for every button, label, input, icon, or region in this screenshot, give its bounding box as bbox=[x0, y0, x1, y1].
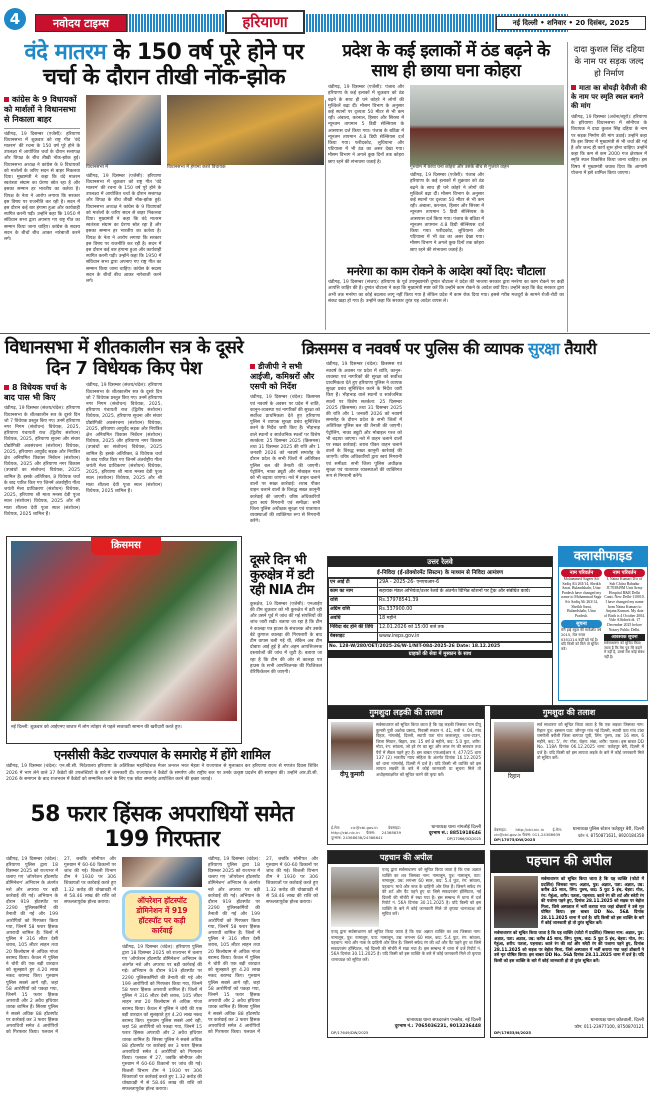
ref-number: DP/17653/N/2025 bbox=[494, 1030, 532, 1035]
story7 bbox=[6, 748, 318, 800]
appeal2-photo bbox=[494, 876, 538, 928]
story1-bullet: कांग्रेस के 9 विधायकों को मार्शलों ने विधानसभा से निकाला बाहर bbox=[4, 95, 80, 125]
classifieds bbox=[558, 546, 648, 701]
story7-headline: एनसीसी कैडेट राज्यपाल के समारोह में होंगे शामिल bbox=[54, 747, 270, 762]
brand-logo: नवोदय टाइम्स bbox=[35, 14, 127, 32]
story5-headline bbox=[250, 340, 648, 358]
tender-value: www.ireps.gov.in bbox=[378, 633, 552, 642]
story5 bbox=[250, 340, 648, 550]
headline-text: के 150 वर्ष पूरे होने पर bbox=[106, 40, 304, 65]
story1 bbox=[4, 40, 324, 330]
phone: दूरभाष सं.: 8851918646 bbox=[428, 831, 481, 836]
tender-label: निविदा बंद होने की तिथि bbox=[329, 624, 378, 633]
tender-label: वेबसाइट bbox=[329, 633, 378, 642]
missing-person-notice bbox=[490, 705, 648, 845]
missing-girl-photo bbox=[331, 722, 373, 770]
tender-label: अग्रिम राशि bbox=[329, 606, 378, 615]
appeal1-photo bbox=[331, 867, 379, 927]
tender-table bbox=[328, 578, 552, 642]
tender-row bbox=[329, 624, 552, 633]
tender-value: 12.01.2026 को 15:00 बजे तक bbox=[378, 624, 552, 633]
sidebar-bullet: माता का बोयड़ी देवीजी की के नाम पर स्मृति स्थल बनाने की मांग bbox=[571, 84, 647, 110]
appeal2-title: पहचान की अपील bbox=[491, 851, 647, 873]
headline-highlight: सुरक्षा bbox=[527, 339, 560, 358]
tender-label: राशि bbox=[329, 597, 378, 606]
sidebar bbox=[571, 44, 647, 330]
missing-girl-body: सर्वसाधारण को सूचित किया जाता है कि यह लड़की जिसका नाम दीपू कुमारी पुत्री अशोक प्रसाद, निवासी मकान नं. 41, गली नं. 04, गांव विहार, नांगलोई, दिल्ली, स्थायी पता गांव जलालपुर, थाना-टाउन, जिला सिवान, बिहार, उम्र: 15 वर्ष 8 महीने, कद: 5.0 फुट, शरीर: मोटा, रंग: सांवला, जो हरे रंग का सूट और लाल रंग की सलवार तथा पैरों में सैंडल पहने हुए हैं। इस बाबत एफआईआर नं. 477/25 धारा 137 (2) भारतीय न्याय संहिता के अंतर्गत दिनांक 16.12.2025 को थाना नांगलोई, दिल्ली में दर्ज है। यदि किसी भी व्यक्ति को इस लापता लड़की के बारे में कोई जानकारी या सूचना मिले तो अधोहस्ताक्षरित को सूचित करने की कृपा करें। bbox=[376, 722, 481, 777]
tender-value: 18 महीने bbox=[378, 615, 552, 624]
identity-appeal-1 bbox=[327, 850, 485, 1038]
tender-row bbox=[329, 606, 552, 615]
appeal2-body: सर्वसाधारण को सूचित किया जाता है कि यह व्यक्ति (फोटो में प्रदर्शित) जिसका नाम: अज्ञात, पुत्र: अज्ञात, पता: अज्ञात, उम्र: करीब 45 साल, लिंग: पुरुष, कद: 5 फुट 5 इंच, चेहरा: गोल, रंग: गेहुंआ, शरीर: पतला, पहनावा: काले रंग की शर्ट और स्लेटी रंग की पजामा पहने हुए, दिनांक 28.11.2025 को सड़क पर बेहोश मिला, जिसे अस्पताल में भर्ती कराया गया जहां डॉक्टरों ने उसे मृत घोषित किया। इस बाबत DD No. 56A दिनांक 28.11.2025 थाना में दर्ज है। यदि किसी को इस व्यक्ति के बारे में कोई जानकारी हो तो तुरंत सूचित करें। bbox=[494, 930, 644, 963]
story5-body-lead: चंडीगढ़, 19 दिसम्बर (चंदेल): क्रिसमस एवं नववर्ष के अवसर पर प्रदेश में शांति, कानून-व्यवस्था एवं नागरिकों की सुरक्षा को सर्वोच्च प्राथमिकता देते हुए हरियाणा पुलिस ने व्यापक सुरक्षा प्रबंध सुनिश्चित करने के निर्देश जारी किए हैं। भीड़भाड़ वाले स्थानों व सार्वजनिक स्थलों पर विशेष सतर्कता: 25 दिसम्बर 2025 (क्रिसमस) तथा 31 दिसम्बर 2025 की रात्रि और 1 जनवरी 2026 को नववर्ष समारोह के दौरान प्रदेश के सभी जिलों में अतिरिक्त पुलिस बल की तैनाती की जाएगी। पेट्रोलिंग, नाका ड्यूटी और मोबाइल गश्त को भी बढ़ाया जाएगा। नशे में वाहन चलाने वालों पर सख्त कार्रवाई: शराब पीकर वाहन चलाने वालों के विरुद्ध सख्त कानूनी कार्रवाई की जाएगी। वरिष्ठ अधिकारियों द्वारा स्वयं निगरानी एवं समीक्षा: सभी जिला पुलिस अधीक्षक सुरक्षा एवं यातायात व्यवस्थाओं की व्यक्तिगत रूप से निगरानी करेंगे। bbox=[250, 395, 320, 525]
police-station: थानाध्यक्ष पुलिस स्टेशन फतेहपुर बेरी, दिल्ली bbox=[572, 827, 644, 832]
story4-headline: विधानसभा में शीतकालीन सत्र के दूसरे दिन 7 विधेयक किए पेश bbox=[4, 337, 244, 379]
sidebar-headline: दादा कुशल सिंह दहिया के नाम पर सड़क जल्द हो निर्माण bbox=[573, 45, 645, 79]
appeal1-body: एतद् द्वारा सर्वसाधारण को सूचित किया जाता है कि एक अज्ञात व्यक्ति का शव जिसका नाम: नामालूम, पुत्र: नामालूम, पता: नामालूम, उम्र: लगभग 60 साल, कद: 5.4 फुट, रंग: सांवला, पहचान: माथे और नाक के दाहिनी ओर तिल हैं। जिसने सफेद रंग की शर्ट और पैंट पहने हुए था जिसे सफदरजंग हॉस्पिटल, नई दिल्ली की मोर्चरी में रखा गया है। इस सम्बन्ध में थाना में दर्ज रिपोर्ट नं. 56A दिनांक 30.11.2025 है। यदि किसी को इस व्यक्ति के बारे में कोई जानकारी मिले तो कृपया थानाध्यक्ष को सूचित करें। bbox=[331, 929, 481, 962]
missing-person-photo bbox=[494, 722, 534, 772]
phone: दूरभाष नं.: 7065036231, 9013236448 bbox=[394, 1024, 481, 1029]
story3-headline: मनरेगा का काम रोकने के आदेश क्यों दिए: चौटाला bbox=[346, 264, 546, 278]
story8-body: चंडीगढ़, 19 दिसम्बर (चंदेल): हरियाणा पुलिस द्वारा 18 दिसम्बर 2025 को राज्यभर में चलाए गए 'ऑपरेशन हॉटस्पॉट डोमिनेशन' अभियान के अंतर्गत नशे और अपराध पर बड़ी कार्रवाई की गई। अभियान के दौरान 919 हॉटस्पॉट पर 2290 पुलिसकर्मियों की तैनाती की गई और 199 आरोपियों को गिरफ्तार किया गया, जिनमें 58 फरार हिंसक अपराधी शामिल हैं। जिलों में पुलिस ने 316 लीटर देसी शराब, 105 लीटर लाहन तथा 20 किलोग्राम से अधिक गांजा बरामद किया। कैथल में पुलिस ने चोरी की एक बड़ी वारदात को सुलझाते हुए 4.20 लाख नकद बरामद किए। गुरुग्राम पुलिस सबसे आगे रही, जहां 58 आरोपियों को पकड़ा गया, जिनमें 15 फरार हिंसक अपराधी और 2 अवैध हथियार धारक शामिल हैं। सिरसा पुलिस ने सबसे अधिक 88 हॉटस्पॉट पर कार्रवाई कर 3 फरार हिंसक अपराधियों समेत 4 आरोपियों को गिरफ्तार किया। पलवल में 27, जबकि सोनीपत और गुरुग्राम में 60-60 ठिकानों पर जांच की गई। बिजली विभाग टीम ने 1930 पर 306 शिकायतों पर कार्रवाई करते हुए 1.32 करोड़ की धोखाधड़ी में से 58.46 लाख की राशि को सफलतापूर्वक होल्ड कराया। bbox=[6, 856, 116, 1036]
phone: फोन नं. 8750871631, 8920184358 bbox=[578, 833, 644, 838]
story1-body-lead: चंडीगढ़, 19 दिसम्बर (एजेंसी): हरियाणा विधानसभा में शुक्रवार को राष्ट्र गीत 'वंदे मातरम' की रचना के 150 वर्ष पूरे होने के उपलक्ष्य में आयोजित चर्चा के दौरान सत्तापक्ष और विपक्ष के बीच तीखी नोंक-झोक हुई। विधानसभा अध्यक्ष ने कांग्रेस के 9 विधायकों को मार्शलों के जरिए सदन से बाहर निकलवा दिया। मुख्यमंत्री ने कहा कि वंदे मातरम स्वतंत्रता संग्राम का प्रेरणा स्रोत रहा है और इसका सम्मान हर भारतीय का कर्तव्य है। विपक्ष के नेता ने आरोप लगाया कि सरकार इस विषय पर राजनीति कर रही है। सदन में इस दौरान कई बार हंगामा हुआ और कार्यवाही स्थगित करनी पड़ी। उन्होंने कहा कि 1950 में संविधान सभा द्वारा अपनाए गए राष्ट्र गीत का सम्मान किया जाना चाहिए। कांग्रेस के सदस्य सदन के बीचों बीच आकर नारेबाजी करने लगे। bbox=[4, 131, 80, 243]
missing-body: सर्व साधारण को सूचित किया जाता है कि एक लड़का जिसका नाम: रिहान पुत्र: इस्लाम पता: जौनपुर गांव नई दिल्ली, स्थायी पता गांव टांडा चमरोली बरौली जिला बागपत यूपी, लिंग: पुरुष, उम्र: 16 साल, 6 महीने, कद: 5', रंग: गोरा, चेहरा: लंबा, शरीर: पतला। इस बाबत DD No. 118A दिनांक 06.12.2025 थाना: फतेहपुर बेरी, दिल्ली में दर्ज है। यदि किसी को इस लापता लड़के के बारे में कोई जानकारी मिले तो सूचित करें। bbox=[537, 722, 644, 760]
masthead bbox=[0, 0, 650, 40]
story2 bbox=[328, 42, 564, 262]
photo-caption: नई दिल्ली: शुक्रवार को आईएनए बाजार में लोग त्योहार से पहले सजावटी सामान की खरीदारी करते हुए। bbox=[11, 725, 182, 730]
tender-tagline: ग्राहकों की सेवा में मुस्कान के साथ bbox=[328, 650, 552, 658]
story2-body: चंडीगढ़, 19 दिसम्बर (एजेंसी): पंजाब और हरियाणा के कई इलाकों में शुक्रवार को ठंड बढ़ने के साथ ही घने कोहरे ने लोगों की मुश्किलें बढ़ा दीं। मौसम विभाग के अनुसार कई स्थानों पर दृश्यता 50 मीटर से भी कम रही। अंबाला, करनाल, हिसार और सिरसा में न्यूनतम तापमान 5 डिग्री सेल्सियस के आसपास दर्ज किया गया। पंजाब के बठिंडा में न्यूनतम तापमान 4.8 डिग्री सेल्सियस दर्ज किया गया। फरीदकोट, लुधियाना और पटियाला में भी ठंड का असर देखा गया। मौसम विभाग ने अगले कुछ दिनों तक कोहरा छाए रहने की संभावना जताई है। bbox=[410, 173, 484, 253]
story5-body: चंडीगढ़, 19 दिसम्बर (चंदेल): क्रिसमस एवं नववर्ष के अवसर पर प्रदेश में शांति, कानून-व्यवस्था एवं नागरिकों की सुरक्षा को सर्वोच्च प्राथमिकता देते हुए हरियाणा पुलिस ने व्यापक सुरक्षा प्रबंध सुनिश्चित करने के निर्देश जारी किए हैं। भीड़भाड़ वाले स्थानों व सार्वजनिक स्थलों पर विशेष सतर्कता: 25 दिसम्बर 2025 (क्रिसमस) तथा 31 दिसम्बर 2025 की रात्रि और 1 जनवरी 2026 को नववर्ष समारोह के दौरान प्रदेश के सभी जिलों में अतिरिक्त पुलिस बल की तैनाती की जाएगी। पेट्रोलिंग, नाका ड्यूटी और मोबाइल गश्त को भी बढ़ाया जाएगा। नशे में वाहन चलाने वालों पर सख्त कार्रवाई: शराब पीकर वाहन चलाने वालों के विरुद्ध सख्त कानूनी कार्रवाई की जाएगी। वरिष्ठ अधिकारियों द्वारा स्वयं निगरानी एवं समीक्षा: सभी जिला पुलिस अधीक्षक सुरक्षा एवं यातायात व्यवस्थाओं की व्यक्तिगत रूप से निगरानी करेंगे। bbox=[326, 362, 402, 480]
tender-row bbox=[329, 615, 552, 624]
missing-title: गुमशुदा की तलाश bbox=[491, 706, 647, 719]
headline-highlight: वंदे मातरम bbox=[24, 40, 107, 65]
tender-label: एन आई टी bbox=[329, 579, 378, 588]
story2-headline: प्रदेश के कई इलाकों में ठंड बढ़ने के साथ ही छाया घना कोहरा bbox=[342, 41, 550, 81]
story8-badge: ऑपरेशन हॉटस्पॉट डोमिनेशन में 919 हॉटस्पॉट पर कड़ी कार्रवाई bbox=[122, 890, 202, 942]
story4-bullet: 8 विधेयक चर्चा के बाद पास भी किए bbox=[4, 383, 80, 403]
story6-body: कुरुक्षेत्र, 19 दिसम्बर (एजेंसी): एनआईए की टीम शुक्रवार को भी कुरुक्षेत्र में डटी रही और उसने पूर्व में जांच की गई संपत्तियों की जांच जारी रखी। बताया जा रहा है कि टीम ने कालड़ा पत्र हाउस के संचालक और उसके बेटे कुणाल कालड़ा की गिरफ्तारी के बाद टीम वापस चली गई थी, लेकिन अब टीम दोबारा आई हुई है और अहम आपत्तिजनक दस्तावेजों की जांच में जुटी है। बताया जा रहा है कि टीम की ओर से कालड़ा पत्र हाउस के सभी आपत्तिजनक की फिजिकल वेरिफिकेशन की जाएगी। bbox=[250, 601, 322, 676]
tender-ad bbox=[327, 556, 553, 706]
contact-info: ई-मेल: cic@cbi.gov.in वेबसाइट: http://cbi.nic.in फैक्स: 24368639 दूरभाष: 24368638/24368641 bbox=[331, 825, 401, 840]
missing-girl-name: दीपू कुमारी bbox=[340, 771, 364, 778]
story1-photo-2 bbox=[167, 95, 324, 165]
headline-line2: चर्चा के दौरान तीखी नोंक-झोक bbox=[42, 65, 286, 91]
headline-text: क्रिसमस व नववर्ष पर पुलिस की व्यापक bbox=[301, 339, 528, 358]
tender-ref: No. 128-W/280/OET/2025-26/W-1/NIT-084-2025-26 Date: 18.12.2025 bbox=[328, 642, 552, 650]
story2-body-lead: चंडीगढ़, 19 दिसम्बर (एजेंसी): पंजाब और हरियाणा के कई इलाकों में शुक्रवार को ठंड बढ़ने के साथ ही घने कोहरे ने लोगों की मुश्किलें बढ़ा दीं। मौसम विभाग के अनुसार कई स्थानों पर दृश्यता 50 मीटर से भी कम रही। अंबाला, करनाल, हिसार और सिरसा में न्यूनतम तापमान 5 डिग्री सेल्सियस के आसपास दर्ज किया गया। पंजाब के बठिंडा में न्यूनतम तापमान 4.8 डिग्री सेल्सियस दर्ज किया गया। फरीदकोट, लुधियाना और पटियाला में भी ठंड का असर देखा गया। मौसम विभाग ने अगले कुछ दिनों तक कोहरा छाए रहने की संभावना जताई है। bbox=[328, 85, 404, 165]
story1-headline bbox=[4, 40, 324, 91]
ref-number: DP/17649/DW/2025 bbox=[331, 1030, 369, 1035]
story6 bbox=[250, 554, 322, 778]
name-change-heading: नाम परिवर्तन bbox=[561, 569, 602, 577]
appeal1-title: पहचान की अपील bbox=[328, 851, 484, 864]
police-station: थानाध्यक्ष थाना नांगलोई दिल्ली bbox=[431, 825, 481, 830]
contact-info: वेबसाइट: http://cbi.nic.in ई-मेल: cic@cbi.gov.in फैक्स: 011-24368639 bbox=[494, 827, 562, 837]
classifieds-title: क्लासीफाइड bbox=[559, 547, 647, 567]
phone: फोन: 011-23977100, 8750870121 bbox=[574, 1024, 644, 1029]
appeal2-body-lead: सर्वसाधारण को सूचित किया जाता है कि यह व्यक्ति (फोटो में प्रदर्शित) जिसका नाम: अज्ञात, पुत्र: अज्ञात, पता: अज्ञात, उम्र: करीब 45 साल, लिंग: पुरुष, कद: 5 फुट 5 इंच, चेहरा: गोल, रंग: गेहुंआ, शरीर: पतला, पहनावा: काले रंग की शर्ट और स्लेटी रंग की पजामा पहने हुए, दिनांक 28.11.2025 को सड़क पर बेहोश मिला, जिसे अस्पताल में भर्ती कराया गया जहां डॉक्टरों ने उसे मृत घोषित किया। इस बाबत DD No. 56A दिनांक 28.11.2025 थाना में दर्ज है। यदि किसी को इस व्यक्ति के बारे में कोई जानकारी हो तो तुरंत सूचित करें। bbox=[541, 876, 644, 925]
urgent-text: सर्वसाधारण को सूचित किया जाता है कि मेरा पुत्र मेरे कहने में नहीं है, उससे मेरा कोई संबंध नहीं है। bbox=[604, 641, 645, 659]
christmas-market-photo bbox=[11, 541, 237, 721]
identity-appeal-2 bbox=[490, 850, 648, 1038]
notice-heading: सूचना bbox=[561, 620, 602, 628]
tender-value: Rs.37978541.39 bbox=[378, 597, 552, 606]
photo-caption: गुरुग्राम में छाया घना कोहरा और उसके बीच से गुजरते वाहन bbox=[410, 165, 509, 171]
story3-body: चंडीगढ़, 19 दिसम्बर (संजय): हरियाणा के पूर्व उपमुख्यमंत्री दुष्यंत चौटाला ने प्रदेश की भाजपा सरकार द्वारा मनरेगा का काम रोकने पर कड़ी आपत्ति जाहिर की है। दुष्यंत चौटाला ने कहा कि मुख्यमंत्री स्पष्ट करें कि उन्होंने काम रोकने के आदेश क्यों दिए। उन्होंने कहा कि केंद्र सरकार द्वारा अभी तक मनरेगा का कोई बदलाव लागू नहीं किया गया है लेकिन प्रदेश में काम रोक दिया गया। इससे गरीब मजदूरों के सामने रोजी-रोटी का संकट खड़ा हो गया है। उन्होंने कहा कि सरकार तुरंत यह आदेश वापस ले। bbox=[328, 280, 564, 304]
story6-headline: दूसरे दिन भी कुरुक्षेत्र में डटी रही NIA टीम bbox=[250, 553, 314, 598]
tender-subtitle: ई-निविदा (ई-प्रोक्योरमेंट सिस्टम) के माध्यम से निविदा आमंत्रण bbox=[328, 567, 552, 578]
tender-label: काम का नाम bbox=[329, 588, 378, 597]
story8-headline: 58 फरार हिंसक अपराधियों समेत 199 गिरफ्तार bbox=[30, 802, 294, 853]
story7-body: चंडीगढ़, 19 दिसम्बर (चंदेल): एन.सी.सी. निदेशालय हरियाणा के अतिरिक्त महानिदेशक मेजर जनरल भरत मेहता ने राज्यपाल से मुलाकात कर हरियाणा राज्य से गणतंत्र दिवस शिविर 2026 में भाग लेने वाले 37 कैडेटों की उपलब्धियों के बारे में जानकारी दी। राज्यपाल ने कैडेटों के समर्पण और राष्ट्रीय स्तर पर उनके उत्कृष्ट प्रदर्शन की सराहना की। उन्होंने आर.डी.सी. 2026 के समापन के बाद राजभवन में कैडेटों को सम्मानित करने के लिए एक छोटा समारोह आयोजित करने की इच्छा जताई। bbox=[6, 764, 318, 782]
notice-text: मेरी हाई स्कूल की मार्कशीट वर्ष 2015, रोल नम्बर 0351214 कहीं खो गई है। यदि किसी को मिले तो सूचित करें। bbox=[561, 628, 602, 651]
page-number: 4 bbox=[4, 8, 26, 30]
tender-value: सहायक मंडल अभियंता/उत्तर रेलवे के अंतर्गत विभिन्न स्टेशनों पर ट्रैक और संबंधित कार्य। bbox=[378, 588, 552, 597]
classified-ad: Mohammed Sageer S/o Sadiq Ali 263/14, Sheikh Sarai, Bulandshahr, Uttar Pradesh have changed my name to Mohammad Sagir S/o Sadiq Ali 263/14, Sheikh Sarai, Bulandshahr, Uttar Pradesh. bbox=[561, 577, 602, 618]
tender-value: 29A - 2025-26- एनएचआर-6 bbox=[378, 579, 552, 588]
classified-ad: I, Naina Kumari D/o of Sub Chitra Bahadur JC703849M Unit Army Hospital R&R Delhi Cantt. New Delhi-110010. I have changed my name from Naina Kumari to Anjana Kumari. My date of Birth is 4 October 2004. Vide Affidavit dt. 17 December 2025 before Notary Public Delhi. bbox=[604, 577, 645, 632]
sidebar-body: चंडीगढ़, 19 दिसम्बर (अर्चना/ब्यूरो): हरियाणा के हरियाणा विधानसभा में सोनीपत के विधायक ने दादा कुशल सिंह दहिया के नाम पर सड़क निर्माण की मांग उठाई। उन्होंने कहा कि इस विषय में मुख्यमंत्री से भी चर्चा की गई है और जल्द ही कार्य शुरू होना चाहिए। उन्होंने कहा कि कम से कम 2000 गज क्षेत्रफल में स्मृति स्थल विकसित किया जाना चाहिए। इस विषय में मुख्यमंत्री जवाब दिया कि आगामी योजना में इसे शामिल किया जाएगा। bbox=[571, 115, 647, 176]
section-title: हरियाणा bbox=[225, 10, 305, 34]
christmas-photo-box bbox=[6, 536, 242, 744]
dateline: नई दिल्ली • शनिवार • 20 दिसंबर, 2025 bbox=[496, 16, 646, 30]
story1-body: चंडीगढ़, 19 दिसम्बर (एजेंसी): हरियाणा विधानसभा में शुक्रवार को राष्ट्र गीत 'वंदे मातरम' की रचना के 150 वर्ष पूरे होने के उपलक्ष्य में आयोजित चर्चा के दौरान सत्तापक्ष और विपक्ष के बीच तीखी नोंक-झोक हुई। विधानसभा अध्यक्ष ने कांग्रेस के 9 विधायकों को मार्शलों के जरिए सदन से बाहर निकलवा दिया। मुख्यमंत्री ने कहा कि वंदे मातरम स्वतंत्रता संग्राम का प्रेरणा स्रोत रहा है और इसका सम्मान हर भारतीय का कर्तव्य है। विपक्ष के नेता ने आरोप लगाया कि सरकार इस विषय पर राजनीति कर रही है। सदन में इस दौरान कई बार हंगामा हुआ और कार्यवाही स्थगित करनी पड़ी। उन्होंने कहा कि 1950 में संविधान सभा द्वारा अपनाए गए राष्ट्र गीत का सम्मान किया जाना चाहिए। कांग्रेस के सदस्य सदन के बीचों बीच आकर नारेबाजी करने लगे। bbox=[86, 173, 162, 285]
tender-row bbox=[329, 597, 552, 606]
appeal1-body-lead: एतद् द्वारा सर्वसाधारण को सूचित किया जाता है कि एक अज्ञात व्यक्ति का शव जिसका नाम: नामालूम, पुत्र: नामालूम, पता: नामालूम, उम्र: लगभग 60 साल, कद: 5.4 फुट, रंग: सांवला, पहचान: माथे और नाक के दाहिनी ओर तिल हैं। जिसने सफेद रंग की शर्ट और पैंट पहने हुए था जिसे सफदरजंग हॉस्पिटल, नई दिल्ली की मोर्चरी में रखा गया है। इस सम्बन्ध में थाना में दर्ज रिपोर्ट नं. 56A दिनांक 30.11.2025 है। यदि किसी को इस व्यक्ति के बारे में कोई जानकारी मिले तो कृपया थानाध्यक्ष को सूचित करें। bbox=[382, 867, 481, 916]
name-change-heading: नाम परिवर्तन bbox=[604, 569, 645, 577]
fog-photo bbox=[410, 85, 564, 165]
christmas-tag: क्रिसमस bbox=[91, 537, 161, 555]
story1-photo-1 bbox=[86, 95, 161, 165]
story4-body: चंडीगढ़, 19 दिसम्बर (संजय/चंदेल): हरियाणा विधानसभा के शीतकालीन सत्र के दूसरे दिन जो 7 विधेयक प्रस्तुत किए गए। उनमें हरियाणा नगर निगम (संशोधन) विधेयक, 2025, हरियाणा पंचायती राज (द्वितीय संशोधन) विधेयक, 2025, हरियाणा सूचना और संचार प्रौद्योगिकी अवसंरचना (संशोधन) विधेयक, 2025, हरियाणा आयुर्वेद सड़क और नियंत्रित क्षेत्र अनियमित विकास निर्बंधन (संशोधन) विधेयक, 2025 और हरियाणा नगर विकास (उपबंधों का संशोधन) विधेयक, 2025 शामिल हैं। इसके अतिरिक्त, 8 विधेयक चर्चा के बाद पारित किए गए जिनमें अंतर्राष्ट्रीय गीता जयंती मेला प्राधिकरण (संशोधन) विधेयक, 2025, हरियाणा श्री माता मनसा देवी पूजा स्थल (संशोधन) विधेयक, 2025 और श्री माता शीतला देवी पूजा स्थल (संशोधन) विधेयक, 2025 शामिल हैं। bbox=[86, 383, 162, 494]
missing-girl-title: गुमशुदा लड़की की तलाश bbox=[328, 706, 484, 719]
tender-value: Rs.337900.00 bbox=[378, 606, 552, 615]
tender-row bbox=[329, 633, 552, 642]
tender-title: उत्तर रेलवे bbox=[328, 557, 552, 567]
urgent-heading: आवश्यक सूचना bbox=[604, 634, 645, 641]
missing-girl-notice bbox=[327, 705, 485, 845]
story4-body-lead: चंडीगढ़, 19 दिसम्बर (संजय/चंदेल): हरियाणा विधानसभा के शीतकालीन सत्र के दूसरे दिन जो 7 विधेयक प्रस्तुत किए गए। उनमें हरियाणा नगर निगम (संशोधन) विधेयक, 2025, हरियाणा पंचायती राज (द्वितीय संशोधन) विधेयक, 2025, हरियाणा सूचना और संचार प्रौद्योगिकी अवसंरचना (संशोधन) विधेयक, 2025, हरियाणा आयुर्वेद सड़क और नियंत्रित क्षेत्र अनियमित विकास निर्बंधन (संशोधन) विधेयक, 2025 और हरियाणा नगर विकास (उपबंधों का संशोधन) विधेयक, 2025 शामिल हैं। इसके अतिरिक्त, 8 विधेयक चर्चा के बाद पारित किए गए जिनमें अंतर्राष्ट्रीय गीता जयंती मेला प्राधिकरण (संशोधन) विधेयक, 2025, हरियाणा श्री माता मनसा देवी पूजा स्थल (संशोधन) विधेयक, 2025 और श्री माता शीतला देवी पूजा स्थल (संशोधन) विधेयक, 2025 शामिल हैं। bbox=[4, 406, 80, 517]
story5-bullet: डीजीपी ने सभी आईजी, कमिश्नरों और एसपी को निर्देश bbox=[250, 362, 320, 392]
tender-row bbox=[329, 579, 552, 588]
story8-body-right: चंडीगढ़, 19 दिसम्बर (चंदेल): हरियाणा पुलिस द्वारा 18 दिसम्बर 2025 को राज्यभर में चलाए गए 'ऑपरेशन हॉटस्पॉट डोमिनेशन' अभियान के अंतर्गत नशे और अपराध पर बड़ी कार्रवाई की गई। अभियान के दौरान 919 हॉटस्पॉट पर 2290 पुलिसकर्मियों की तैनाती की गई और 199 आरोपियों को गिरफ्तार किया गया, जिनमें 58 फरार हिंसक अपराधी शामिल हैं। जिलों में पुलिस ने 316 लीटर देसी शराब, 105 लीटर लाहन तथा 20 किलोग्राम से अधिक गांजा बरामद किया। कैथल में पुलिस ने चोरी की एक बड़ी वारदात को सुलझाते हुए 4.20 लाख नकद बरामद किए। गुरुग्राम पुलिस सबसे आगे रही, जहां 58 आरोपियों को पकड़ा गया, जिनमें 15 फरार हिंसक अपराधी और 2 अवैध हथियार धारक शामिल हैं। सिरसा पुलिस ने सबसे अधिक 88 हॉटस्पॉट पर कार्रवाई कर 3 फरार हिंसक अपराधियों समेत 4 आरोपियों को गिरफ्तार किया। पलवल में 27, जबकि सोनीपत और गुरुग्राम में 60-60 ठिकानों पर जांच की गई। बिजली विभाग टीम ने 1930 पर 306 शिकायतों पर कार्रवाई करते हुए 1.32 करोड़ की धोखाधड़ी में से 58.46 लाख की राशि को सफलतापूर्वक होल्ड कराया। bbox=[208, 856, 318, 1036]
tender-label: अवधि bbox=[329, 615, 378, 624]
photo-caption: विधानसभा में bbox=[86, 164, 109, 170]
story8-body-mid: चंडीगढ़, 19 दिसम्बर (चंदेल): हरियाणा पुलिस द्वारा 18 दिसम्बर 2025 को राज्यभर में चलाए गए 'ऑपरेशन हॉटस्पॉट डोमिनेशन' अभियान के अंतर्गत नशे और अपराध पर बड़ी कार्रवाई की गई। अभियान के दौरान 919 हॉटस्पॉट पर 2290 पुलिसकर्मियों की तैनाती की गई और 199 आरोपियों को गिरफ्तार किया गया, जिनमें 58 फरार हिंसक अपराधी शामिल हैं। जिलों में पुलिस ने 316 लीटर देसी शराब, 105 लीटर लाहन तथा 20 किलोग्राम से अधिक गांजा बरामद किया। कैथल में पुलिस ने चोरी की एक बड़ी वारदात को सुलझाते हुए 4.20 लाख नकद बरामद किए। गुरुग्राम पुलिस सबसे आगे रही, जहां 58 आरोपियों को पकड़ा गया, जिनमें 15 फरार हिंसक अपराधी और 2 अवैध हथियार धारक शामिल हैं। सिरसा पुलिस ने सबसे अधिक 88 हॉटस्पॉट पर कार्रवाई कर 3 फरार हिंसक अपराधियों समेत 4 आरोपियों को गिरफ्तार किया। पलवल में 27, जबकि सोनीपत और गुरुग्राम में 60-60 ठिकानों पर जांच की गई। बिजली विभाग टीम ने 1930 पर 306 शिकायतों पर कार्रवाई करते हुए 1.32 करोड़ की धोखाधड़ी में से 58.46 लाख की राशि को सफलतापूर्वक होल्ड कराया। bbox=[122, 944, 202, 1093]
story4 bbox=[4, 338, 244, 532]
police-station: थानाध्यक्ष थाना कोतवाली, दिल्ली bbox=[590, 1018, 644, 1023]
headline-text: तैयारी bbox=[559, 339, 597, 358]
tender-row bbox=[329, 588, 552, 597]
story3 bbox=[328, 265, 564, 331]
story8-photo bbox=[122, 857, 202, 887]
police-station: थानाध्यक्ष थाना सफदरजंग एन्क्लेव, नई दिल्ली bbox=[406, 1018, 481, 1023]
photo-caption: विधानसभा में हंगामा करते विधायक bbox=[167, 164, 226, 170]
story8 bbox=[6, 802, 318, 1093]
ref-number: DP/17066/OD/2025 bbox=[447, 837, 481, 841]
ref-number: DP/17075/DW/2025 bbox=[494, 837, 536, 842]
missing-person-name: रिहान bbox=[507, 773, 521, 780]
